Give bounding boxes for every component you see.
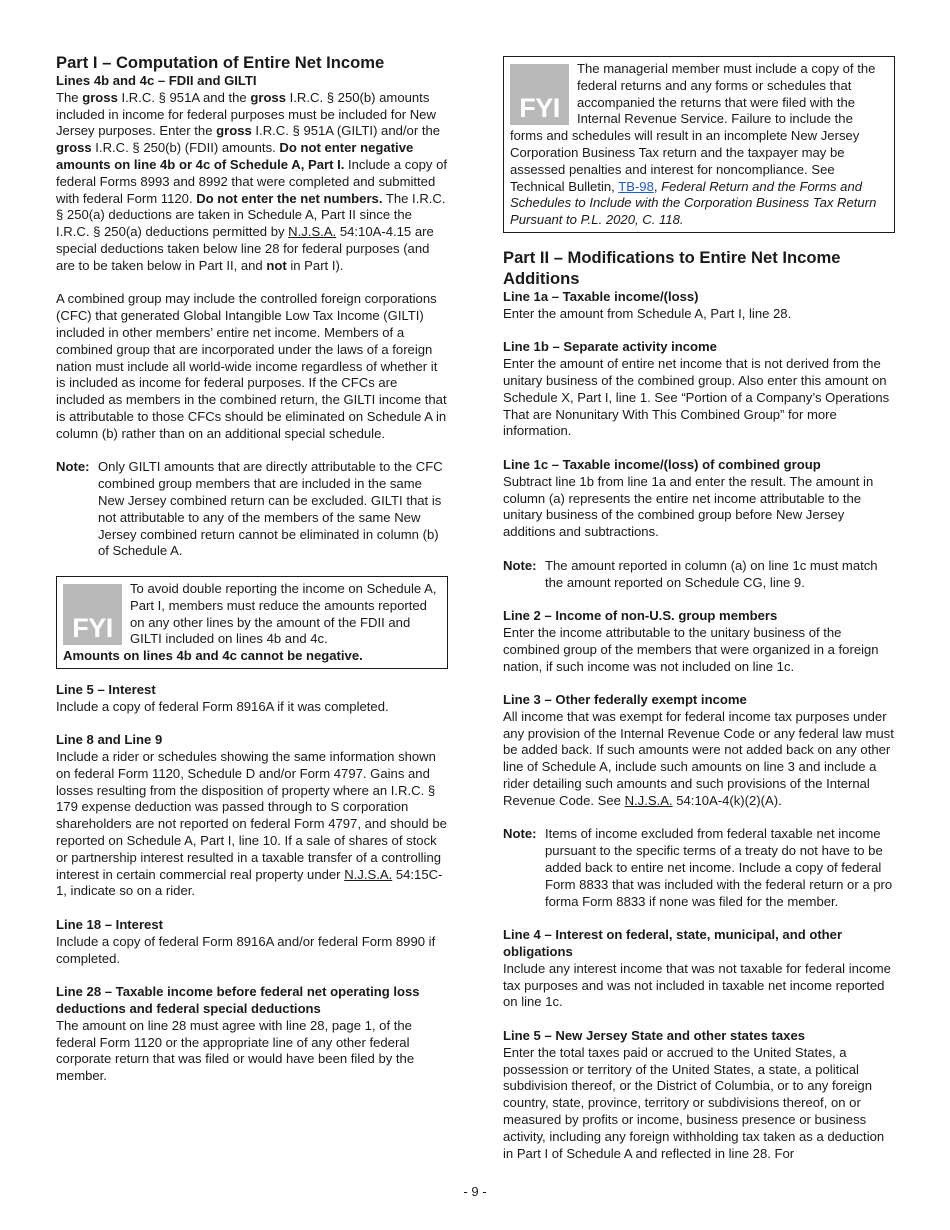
line3-text: All income that was exempt for federal income tax purposes under any provision of the Internal Revenue Code or any federal law must be added back. If such amounts were not added back on any other line of Schedule A, include such amounts on line 3 and include a rider detailing such amounts and such provisions of the Internal Revenue Code. See N.J.S.A. 54:10A-4(k)(2)(A). — [503, 708, 894, 808]
note-label: Note: — [503, 826, 537, 842]
fyi-text: The managerial member must include a copy of the federal returns and any forms or schedules that accompanied the returns that were filed with the Internal Revenue Service. Failure to include the forms and schedules will result in an incomplete New Jersey Corporation Business Tax return and the taxpayer may be assessed penalties and interest for noncompliance. See Technical Bulletin, TB-98, Federal Return and the Forms and Schedules to Include with the Corporation Business Tax Return Pursuant to P.L. 2020, C. 118. — [510, 61, 877, 228]
page-number: - 9 - — [463, 1184, 487, 1199]
note-label: Note: — [503, 557, 537, 573]
line1c-heading: Line 1c – Taxable income/(loss) of combined group — [503, 456, 821, 472]
line2-text: Enter the income attributable to the unitary business of the combined group of the members that were organized in a foreign nation, if such income was not included on line 1c. — [503, 624, 879, 674]
fyi-badge: FYI — [510, 64, 569, 125]
part1-title: Part I – Computation of Entire Net Income — [56, 53, 385, 72]
line4-obligations-heading: Line 4 – Interest on federal, state, municipal, and other obligations — [503, 927, 843, 960]
fyi-box-double-reporting — [56, 576, 448, 669]
fyi-text: To avoid double reporting the income on Schedule A, Part I, members must reduce the amounts reported on any other lines by the amount of the FDII and GILTI included on lines 4b and 4c. — [130, 580, 437, 647]
line5-text: Include a copy of federal Form 8916A if it was completed. — [56, 698, 389, 714]
note-line1c — [503, 558, 895, 592]
line1a-heading: Line 1a – Taxable income/(loss) — [503, 288, 699, 304]
line5-taxes-text: Enter the total taxes paid or accrued to the United States, a possession or territory of the United States, a state, a political subdivision thereof, or the District of Columbia, or to any foreign country, state, province, territory or subdivisions thereof, on or measured by profits or income, business presence or business activity, including any foreign withholding tax taken as a deduction in Part I of Schedule A and reflected in line 28. For — [503, 1044, 885, 1161]
line28-text: The amount on line 28 must agree with line 28, page 1, of the federal Form 1120 or the appropriate line of any other federal corporate return that was filed or would have been filed by the member. — [56, 1017, 415, 1084]
line5-heading: Line 5 – Interest — [56, 681, 156, 697]
fyi-box-federal-returns — [503, 56, 895, 233]
note-label: Note: — [56, 459, 90, 475]
line1b-text: Enter the amount of entire net income that is not derived from the unitary business of the combined group. Also enter this amount on Schedule X, Part I, line 1. See “Portion of a Company’s Operations That are Nonunitary With This Combined Group” for more information. — [503, 356, 890, 439]
note-gilti — [56, 459, 448, 560]
line4-paragraph: The gross I.R.C. § 951A and the gross I.R.C. § 250(b) amounts included in income for federal purposes must be included for New Jersey purposes. Enter the gross I.R.C. § 951A (GILTI) and/or the gross I.R.C. § 250(b) (FDII) amounts. Do not enter negative amounts on line 4b or 4c of Schedule A, Part I. Include a copy of federal Forms 8993 and 8992 that were completed and submitted with federal Form 1120. Do not enter the net numbers. The I.R.C. § 250(a) deductions are taken in Schedule A, Part II since the I.R.C. § 250(a) deductions permitted by N.J.S.A. 54:10A-4.15 are special deductions taken below line 28 for federal purposes (and are to be taken below in Part II, and not in Part I). — [56, 89, 447, 273]
fyi-bold-text: Amounts on lines 4b and 4c cannot be negative. — [63, 648, 363, 664]
line4-heading: Lines 4b and 4c – FDII and GILTI — [56, 73, 257, 88]
note-treaty — [503, 826, 895, 910]
line1a-text: Enter the amount from Schedule A, Part I, line 28. — [503, 305, 792, 321]
line28-heading: Line 28 – Taxable income before federal net operating loss deductions and federal special deductions — [56, 984, 420, 1017]
note-text: Only GILTI amounts that are directly attributable to the CFC combined group members that are included in the same New Jersey combined return can be excluded. GILTI that is not attributable to any of the members of the same New Jersey combined return cannot be eliminated in column (b) of Schedule A. — [98, 459, 443, 559]
note-text: The amount reported in column (a) on line 1c must match the amount reported on Schedule CG, line 9. — [545, 557, 878, 590]
line3-heading: Line 3 – Other federally exempt income — [503, 692, 747, 708]
additions-title: Additions — [503, 268, 580, 288]
right-column — [503, 56, 895, 1162]
fyi-badge: FYI — [63, 584, 122, 645]
line5-taxes-heading: Line 5 – New Jersey State and other states taxes — [503, 1028, 806, 1044]
combined-group-paragraph: A combined group may include the controlled foreign corporations (CFC) that generated Global Intangible Low Tax Income (GILTI) included in other members’ entire net income. Members of a combined group that are incorporated under the laws of a foreign nation must include all world-wide income regardless of whether it is included as income for federal purposes. If the CFCs are included as members in the combined return, the GILTI income that is attributable to those CFCs should be eliminated on Schedule A in column (b) rather than on an additional special schedule. — [56, 291, 447, 441]
line18-heading: Line 18 – Interest — [56, 917, 163, 933]
left-column — [56, 52, 448, 1085]
line1c-text: Subtract line 1b from line 1a and enter the result. The amount in column (a) represents the entire net income attributable to the unitary business of the combined group before New Jersey additions and subtractions. — [503, 473, 874, 540]
tb-98-link[interactable]: TB-98 — [618, 178, 654, 194]
part2-title: Part II – Modifications to Entire Net Income — [503, 247, 841, 267]
line2-heading: Line 2 – Income of non-U.S. group members — [503, 608, 778, 624]
line8-9-heading: Line 8 and Line 9 — [56, 732, 163, 748]
line4-obligations-text: Include any interest income that was not taxable for federal income tax purposes and was not included in taxable net income reported on line 1c. — [503, 960, 891, 1010]
line8-9-text: Include a rider or schedules showing the same information shown on federal Form 1120, Schedule D and/or Form 4797. Gains and losses resulting from the disposition of property where an I.R.C. § 179 expense deduction was passed through to S corporation shareholders are not reported on federal Form 4797, and should be reported on Schedule A, Part I, line 10. If a sale of shares of stock or partnership interest resulted in a taxable transfer of a controlling interest in certain commercial real property under N.J.S.A. 54:15C-1, indicate so on a rider. — [56, 749, 447, 899]
line1b-heading: Line 1b – Separate activity income — [503, 339, 717, 355]
note-text: Items of income excluded from federal taxable net income pursuant to the specific terms of a treaty do not have to be added back to entire net income. Include a copy of federal Form 8833 that was included with the federal return or a pro forma Form 8833 if none was filed for the member. — [545, 826, 893, 909]
line18-text: Include a copy of federal Form 8916A and/or federal Form 8990 if completed. — [56, 933, 436, 966]
